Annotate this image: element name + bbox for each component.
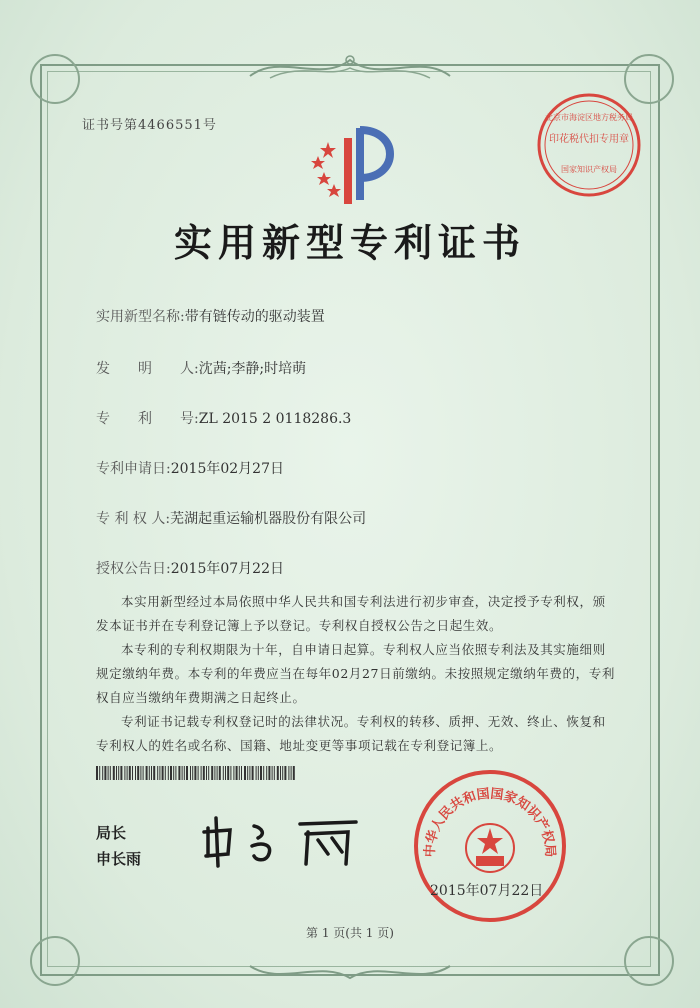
corner-ornament-top-left: [30, 54, 80, 104]
seal-arc-text: 中华人民共和国国家知识产权局: [422, 786, 558, 858]
director-name: 申长雨: [96, 850, 142, 868]
filing-date-row: [96, 458, 284, 478]
certificate-body: [96, 590, 616, 758]
utility-model-name-label: 实用新型名称:: [96, 309, 185, 325]
patent-office-logo: [300, 118, 410, 208]
patent-office-seal: [412, 768, 568, 924]
tax-stamp-seal: [534, 90, 644, 200]
page-number: 第 1 页(共 1 页): [306, 926, 394, 940]
inventor-value: 沈茜;李静;时培萌: [198, 361, 307, 377]
filing-date-value: 2015年02月27日: [170, 461, 284, 477]
utility-model-name-row: [96, 306, 325, 326]
tax-stamp-inner-text: 印花税代扣专用章: [549, 134, 629, 145]
filing-date-label: 专利申请日:: [96, 461, 171, 477]
body-paragraph: 本专利的专利权期限为十年，自申请日起算。专利权人应当依照专利法及其实施细则规定缴纳年费。本专利的年费应当在每年02月27日前缴纳。未按照规定缴纳年费的，专利权自应当缴纳年费期满之日起终止。: [96, 642, 615, 705]
patent-number-label: 专 利 号:: [96, 411, 199, 427]
bottom-ornament: [240, 958, 460, 988]
announcement-date-value: 2015年07月22日: [170, 561, 284, 577]
tax-stamp-bottom-text: 国家知识产权局: [561, 165, 617, 174]
announcement-date-label: 授权公告日:: [96, 561, 171, 577]
barcode: [96, 766, 296, 780]
patentee-row: [96, 508, 366, 528]
corner-ornament-bottom-left: [30, 936, 80, 986]
inventor-row: [96, 358, 306, 378]
inventor-label: 发 明 人:: [96, 361, 199, 377]
director-title: 局长: [96, 824, 127, 842]
top-ornament: [240, 48, 460, 88]
patentee-label: 专 利 权 人:: [96, 511, 171, 527]
body-paragraph: 专利证书记载专利权登记时的法律状况。专利权的转移、质押、无效、终止、恢复和专利权人的姓名或名称、国籍、地址变更等事项记载在专利登记簿上。: [96, 714, 606, 753]
certificate-number: 证书号第4466551号: [82, 118, 217, 133]
director-signature: [196, 810, 366, 870]
certificate-title: 实用新型专利证书: [173, 220, 526, 265]
patentee-value: 芜湖起重运输机器股份有限公司: [170, 511, 367, 527]
patent-number-row: [96, 408, 351, 428]
patent-number-value: ZL 2015 2 0118286.3: [198, 411, 352, 427]
utility-model-name-value: 带有链传动的驱动装置: [184, 309, 325, 325]
tax-stamp-outer-text: 北京市海淀区地方税务局: [545, 113, 633, 122]
body-paragraph: 本实用新型经过本局依照中华人民共和国专利法进行初步审查，决定授予专利权，颁发本证书并在专利登记簿上予以登记。专利权自授权公告之日起生效。: [96, 594, 606, 633]
announcement-date-row: [96, 558, 284, 578]
seal-date: 2015年07月22日: [430, 883, 544, 899]
corner-ornament-bottom-right: [624, 936, 674, 986]
